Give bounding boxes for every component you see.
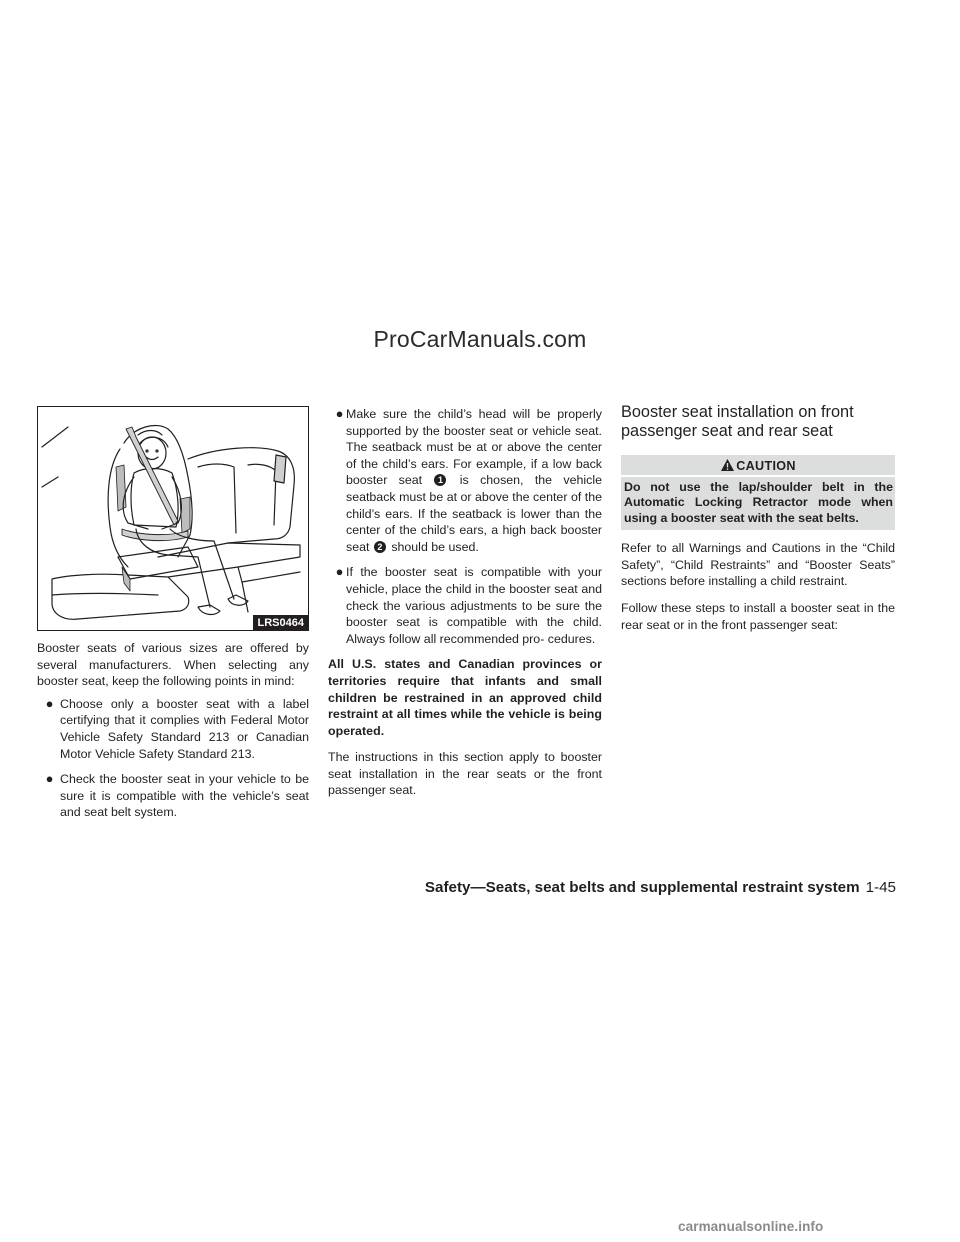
figure-code-label: LRS0464	[253, 615, 308, 630]
bullet-icon: ●	[45, 771, 54, 787]
caution-text: Do not use the lap/shoulder belt in the Automatic Locking Retractor mode when using a booster seat with the seat belts.	[621, 475, 895, 530]
fit-points-list	[328, 406, 602, 647]
column-1	[37, 406, 309, 830]
refer-warnings-paragraph: Refer to all Warnings and Cautions in the “Child Safety”, “Child Restraints” and “Booster Seats” sections before installing a child restraint.	[621, 541, 895, 589]
selection-points-list	[37, 696, 309, 821]
warning-triangle-icon	[720, 458, 735, 472]
column-2	[328, 406, 602, 799]
watermark-top: ProCarManuals.com	[373, 326, 587, 352]
caution-header: CAUTION	[621, 455, 895, 475]
watermark-bottom: carmanualsonline.info	[678, 1219, 824, 1234]
bullet-icon: ●	[335, 406, 344, 421]
list-item: ● If the booster seat is compatible with your vehicle, place the child in the booster seat and check the various adjustments to be sure the booster seat is compatible with the child. Always follow all recommended pro- cedures.	[328, 564, 602, 647]
list-item: ● Choose only a booster seat with a label certifying that it complies with Federal Motor Vehicle Safety Standard 213 or Canadian Motor Vehicle Safety Standard 213.	[38, 696, 309, 762]
bullet-icon: ●	[335, 564, 344, 580]
instructions-scope-paragraph: The instructions in this section apply to booster seat installation in the rear seats or the front passenger seat.	[328, 750, 602, 798]
child-in-booster-seat-drawing	[38, 407, 308, 630]
list-item: ● Check the booster seat in your vehicle to be sure it is compatible with the vehicle’s seat and seat belt system.	[38, 771, 309, 821]
caution-box	[621, 455, 895, 530]
list-item: ● Make sure the child’s head will be properly supported by the booster seat or vehicle seat. The seatback must be at or above the center of the child’s ears. For example, if a low back booster seat 1 is chosen, the vehicle seatback must be at or above the center of the child’s ears. If the seatback is lower than the center of the child’s ears, a high back booster seat 2 should be used.	[328, 406, 602, 555]
booster-seat-illustration	[37, 406, 309, 631]
legal-requirement-paragraph: All U.S. states and Canadian provinces or territories require that infants and small children be restrained in an approved child restraint at all times while the vehicle is being operated.	[328, 657, 602, 738]
callout-2-icon: 2	[374, 541, 386, 553]
bullet-icon: ●	[45, 695, 54, 711]
page-number: 1-45	[865, 879, 896, 896]
column-3	[621, 403, 895, 633]
callout-1-icon: 1	[434, 474, 446, 486]
section-title: Booster seat installation on front passenger seat and rear seat	[621, 403, 854, 440]
intro-paragraph: Booster seats of various sizes are offered by several manufacturers. When selecting any booster seat, keep the following points in mind:	[37, 641, 309, 689]
page-footer	[425, 879, 896, 896]
chapter-title: Safety—Seats, seat belts and supplemental restraint system	[424, 879, 860, 896]
steps-intro-paragraph: Follow these steps to install a booster seat in the rear seat or in the front passenger seat:	[621, 601, 895, 632]
